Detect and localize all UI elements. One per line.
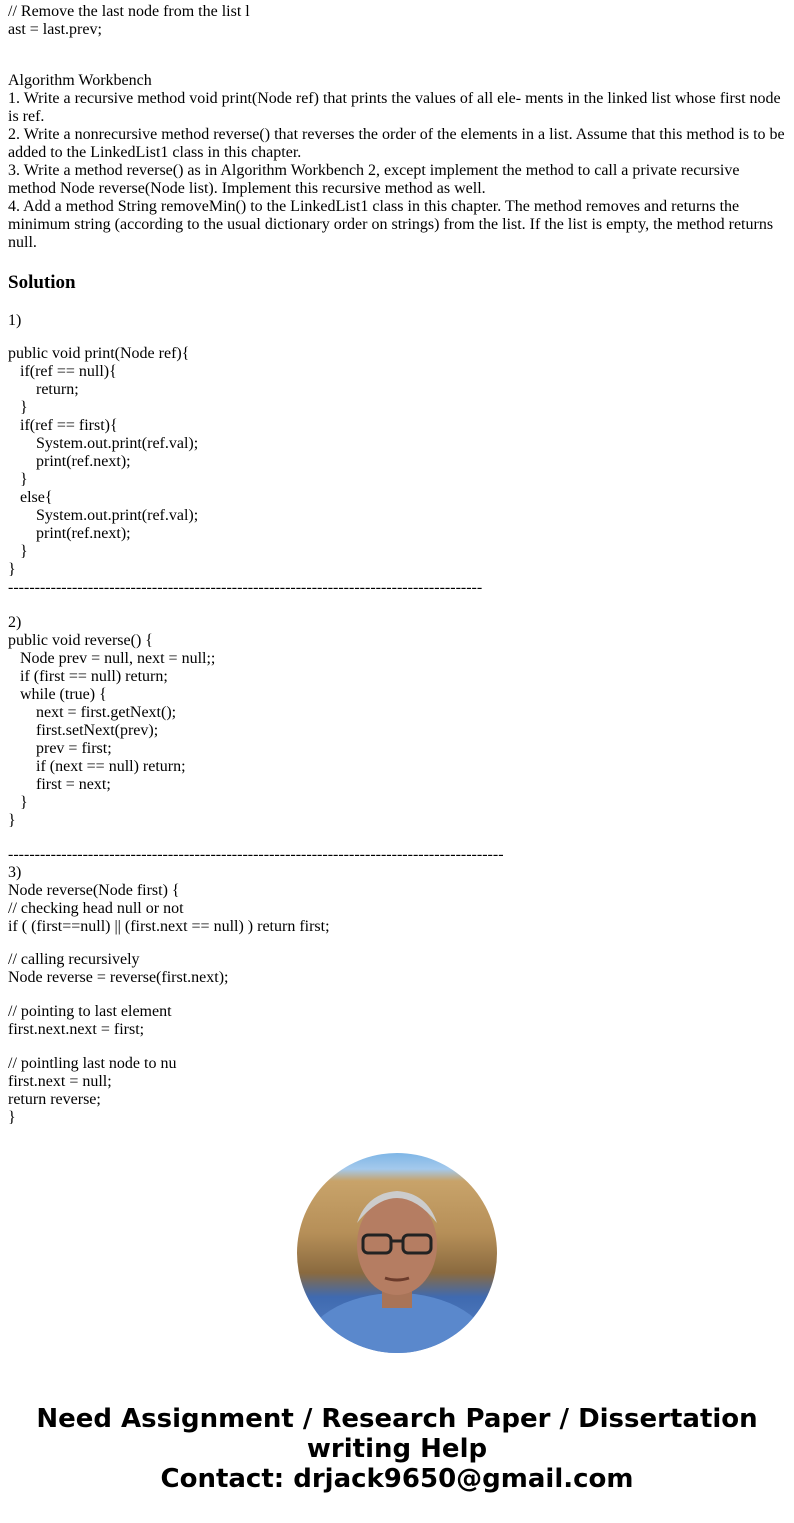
code-line: first.next = null; xyxy=(8,1073,112,1090)
part3-code xyxy=(8,1003,786,1039)
code-line: return; xyxy=(8,381,79,398)
code-line: if(ref == first){ xyxy=(8,417,118,434)
code-line: ast = last.prev; xyxy=(8,21,102,38)
separator: --------------------------------------------------------------------------------------------- xyxy=(8,846,504,863)
code-line: else{ xyxy=(8,489,53,506)
solution-heading: Solution xyxy=(8,272,76,293)
code-line: } xyxy=(8,1109,16,1126)
part3-code xyxy=(8,864,786,936)
code-line: } xyxy=(8,543,28,560)
person-portrait-icon xyxy=(297,1153,497,1353)
code-line: while (true) { xyxy=(8,686,107,703)
promo-footer xyxy=(0,1404,794,1494)
author-photo xyxy=(297,1153,497,1353)
code-line: } xyxy=(8,399,28,416)
code-line: if (first == null) return; xyxy=(8,668,168,685)
code-line: // calling recursively xyxy=(8,951,140,968)
code-line: if ( (first==null) || (first.next == null) ) return first; xyxy=(8,918,330,935)
code-line: if (next == null) return; xyxy=(8,758,186,775)
code-line: public void print(Node ref){ xyxy=(8,345,190,362)
part1-code xyxy=(8,345,786,579)
code-line: public void reverse() { xyxy=(8,632,153,649)
code-line: // pointing to last element xyxy=(8,1003,172,1020)
code-line: Node reverse(Node first) { xyxy=(8,882,180,899)
code-line: 3) xyxy=(8,864,22,881)
code-line: first = next; xyxy=(8,776,111,793)
code-line: System.out.print(ref.val); xyxy=(8,435,199,452)
algorithm-workbench xyxy=(8,72,789,252)
footer-line: Need Assignment / Research Paper / Dissertation xyxy=(36,1404,758,1434)
intro-code xyxy=(8,3,786,39)
contact-email[interactable]: Contact: drjack9650@gmail.com xyxy=(160,1464,634,1494)
code-line: first.next.next = first; xyxy=(8,1021,145,1038)
part3-code xyxy=(8,1055,786,1127)
code-line: } xyxy=(8,794,28,811)
code-line: // Remove the last node from the list l xyxy=(8,3,250,20)
workbench-item: 1. Write a recursive method void print(Node ref) that prints the values of all ele- ments in the linked list whose first node is ref. xyxy=(8,90,785,125)
separator: ----------------------------------------------------------------------------------------- xyxy=(8,579,483,596)
code-line: first.setNext(prev); xyxy=(8,722,159,739)
code-line: } xyxy=(8,471,28,488)
code-line: // pointling last node to nu xyxy=(8,1055,177,1072)
code-line: print(ref.next); xyxy=(8,525,131,542)
workbench-item: 2. Write a nonrecursive method reverse() that reverses the order of the elements in a list. Assume that this method is to be added to the LinkedList1 class in this chapter. xyxy=(8,126,789,161)
code-line: print(ref.next); xyxy=(8,453,131,470)
code-line: // checking head null or not xyxy=(8,900,184,917)
code-line: System.out.print(ref.val); xyxy=(8,507,199,524)
footer-line: writing Help xyxy=(306,1434,488,1464)
code-line: return reverse; xyxy=(8,1091,101,1108)
code-line: Node prev = null, next = null;; xyxy=(8,650,216,667)
part2-code xyxy=(8,614,786,830)
part3-code xyxy=(8,951,786,987)
code-line: } xyxy=(8,812,16,829)
code-line: next = first.getNext(); xyxy=(8,704,177,721)
workbench-title: Algorithm Workbench xyxy=(8,72,152,89)
code-line: if(ref == null){ xyxy=(8,363,117,380)
code-line: } xyxy=(8,561,16,578)
workbench-item: 3. Write a method reverse() as in Algorithm Workbench 2, except implement the method to call a private recursive method Node reverse(Node list). Implement this recursive method as well. xyxy=(8,162,744,197)
code-line: 2) xyxy=(8,614,22,631)
part1-label: 1) xyxy=(8,312,22,329)
workbench-item: 4. Add a method String removeMin() to the LinkedList1 class in this chapter. The method removes and returns the minimum string (according to the usual dictionary order on strings) from the list. If the list is empty, the method returns null. xyxy=(8,198,778,251)
code-line: Node reverse = reverse(first.next); xyxy=(8,969,229,986)
code-line: prev = first; xyxy=(8,740,112,757)
